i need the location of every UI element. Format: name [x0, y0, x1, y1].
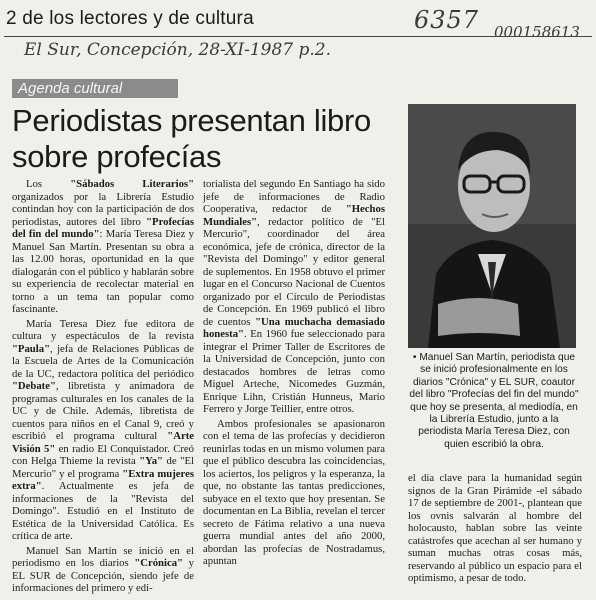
handwritten-id: 6357 [414, 6, 480, 34]
paragraph: Los "Sábados Literarios" organizados por la Librería Estudio contindan hoy con la participación de dos periodistas, autores del libro "Profecías del fin del mundo": María Teresa Diez y Manuel San Martín. Presentan su obra a las 12.00 horas, oportunidad en la que dialogarán con el público y hablarán sobre su experiencia de recolectar material en torno a un tema tan popular como fascinante. [12, 178, 194, 315]
paragraph: Ambos profesionales se apasionaron con el tema de las profecías y decidieron reunirlas todas en un mismo volumen para que el público descubra las coincidencias, los aciertos, los peligros y la esperanza, la que, no obstante las tantas predicciones, subyace en el texto que hoy presentan. Se documentan en La Biblia, revelan el tercer secreto de Fátima relativo a una nueva guerra mundial antes del año 2000, abordan las profecías de Nostradamus, apuntan [203, 417, 385, 567]
paragraph: torialista del segundo En Santiago ha sido jefe de informaciones de Radio Cooperativa, redactor de "Hechos Mundiales", redactor político de "El Mercurio", coordinador del área económica, jefe de crónica, director de la "Revista del Domingo" y editor general de suplementos. En 1958 obtuvo el primer lugar en el Concurso Nacional de Cuentos organizado por el Círculo de Periodistas de Concepción. En 1969 publicó el libro de cuentos "Una muchacha demasiado honesta". En 1960 fue seleccionado para integrar el Primer Taller de Escritores de la Universidad de Concepción, junto con destacados hombres de letras como Miguel Arteche, Nicomedes Guzmán, Enrique Lihn, Cristián Hunneus, Mario Ferrero y Jorge Teillier, entre otros. [203, 178, 385, 415]
paragraph: Manuel San Martín se inició en el periodismo en los diarios "Crónica" y EL SUR de Concepción, siendo jefe de informaciones del primero y edi- [12, 544, 194, 594]
portrait-photo [408, 104, 576, 348]
photo-caption: • Manuel San Martín, periodista que se inició profesionalmente en los diarios "Crónica" y EL SUR, coautor del libro "Profecías del fin del mundo" que hoy se presenta, al mediodía, en la Librería Estudio, junto a la periodista María Teresa Diez, con quien escribió la obra. [409, 352, 579, 450]
article-column-1 [12, 178, 194, 597]
paragraph: el día clave para la humanidad según signos de la Gran Pirámide -el sábado 17 de septiembre de 2001-, plantean que los ovnis salvarán al hombre del holocausto, hablan sobre las veinte catástrofes que acechan al ser humano y suman muchas otras cosas más, reservando al público un espacio para el optimismo, a pesar de todo. [408, 472, 582, 584]
handwritten-code: 000158613 [494, 23, 580, 41]
article-headline: Periodistas presentan libro sobre profecías [12, 103, 371, 174]
handwritten-source-note: El Sur, Concepción, 28-XI-1987 p.2. [24, 40, 332, 60]
section-title: 2 de los lectores y de cultura [6, 8, 254, 29]
header-rule [4, 36, 592, 37]
article-column-3 [408, 472, 582, 585]
paragraph: María Teresa Diez fue editora de cultura y espectáculos de la revista "Paula", jefa de Relaciones Públicas de la Escuela de Artes de la Comunicación de la UC, redactora política del periódico "Debate", libretista y animadora de programas culturales en los canales de la UC y de Chile. Además, libretista de cuentos para niños en el Canal 9, creó y escribió el programa cultural "Arte Visión 5" en radio El Conquistador. Creó con Helga Thieme la revista "Ya" de "El Mercurio" y el programa "Extra mujeres extra". Actualmente es jefa de informaciones de la "Revista del Domingo". Estudió en el Instituto de Estética de la Universidad Católica. Es crítica de arte. [12, 317, 195, 542]
section-tag: Agenda cultural [12, 79, 178, 98]
portrait-photo-icon [408, 104, 576, 348]
article-column-2 [203, 178, 385, 570]
